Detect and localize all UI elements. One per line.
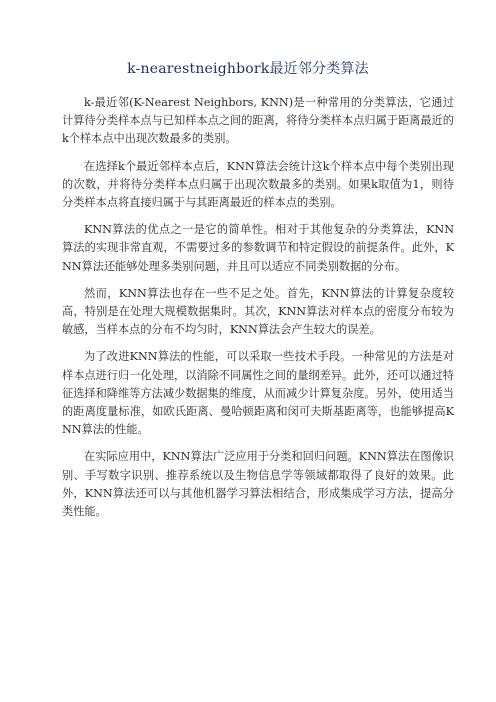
document-title: k-nearestneighbork最近邻分类算法 — [127, 61, 369, 77]
paragraph-5: 为了改进KNN算法的性能，可以采取一些技术手段。一种常见的方法是对样本点进行归一化处理，以消除不同属性之间的量纲差异。此外，还可以通过特征选择和降维等方法减少数据集的维度，从而减少计算复杂度。另外，使用适当的距离度量标准，如欧氏距离、曼哈顿距离和闵可夫斯基距离等，也能够提高KNN算法的性能。 — [62, 350, 454, 437]
paragraph-2: 在选择k个最近邻样本点后，KNN算法会统计这k个样本点中每个类别出现的次数，并将待分类样本点归属于出现次数最多的类别。如果k取值为1，则待分类样本点将直接归属于与其距离最近的样本点的类别。 — [62, 159, 454, 210]
paragraph-3: KNN算法的优点之一是它的简单性。相对于其他复杂的分类算法，KNN 算法的实现非常直观，不需要过多的参数调节和特定假设的前提条件。此外，KNN算法还能够处理多类别问题，并且可以适应不同类别数据的分布。 — [62, 223, 454, 273]
paragraph-1: k-最近邻(K-Nearest Neighbors, KNN)是一种常用的分类算法，它通过计算待分类样本点与已知样本点之间的距离，将待分类样本点归属于距离最近的k个样本点中出现次数最多的类别。 — [62, 96, 454, 146]
document-body — [62, 94, 454, 530]
paragraph-4: 然而，KNN算法也存在一些不足之处。首先，KNN算法的计算复杂度较高，特别是在处理大规模数据集时。其次，KNN算法对样本点的密度分布较为敏感，当样本点的分布不均匀时，KNN算法会产生较大的误差。 — [62, 286, 454, 337]
paragraph-6: 在实际应用中，KNN算法广泛应用于分类和回归问题。KNN算法在图像识别、手写数字识别、推荐系统以及生物信息学等领域都取得了良好的效果。此外，KNN算法还可以与其他机器学习算法相结合，形成集成学习方法，提高分类性能。 — [62, 450, 454, 519]
